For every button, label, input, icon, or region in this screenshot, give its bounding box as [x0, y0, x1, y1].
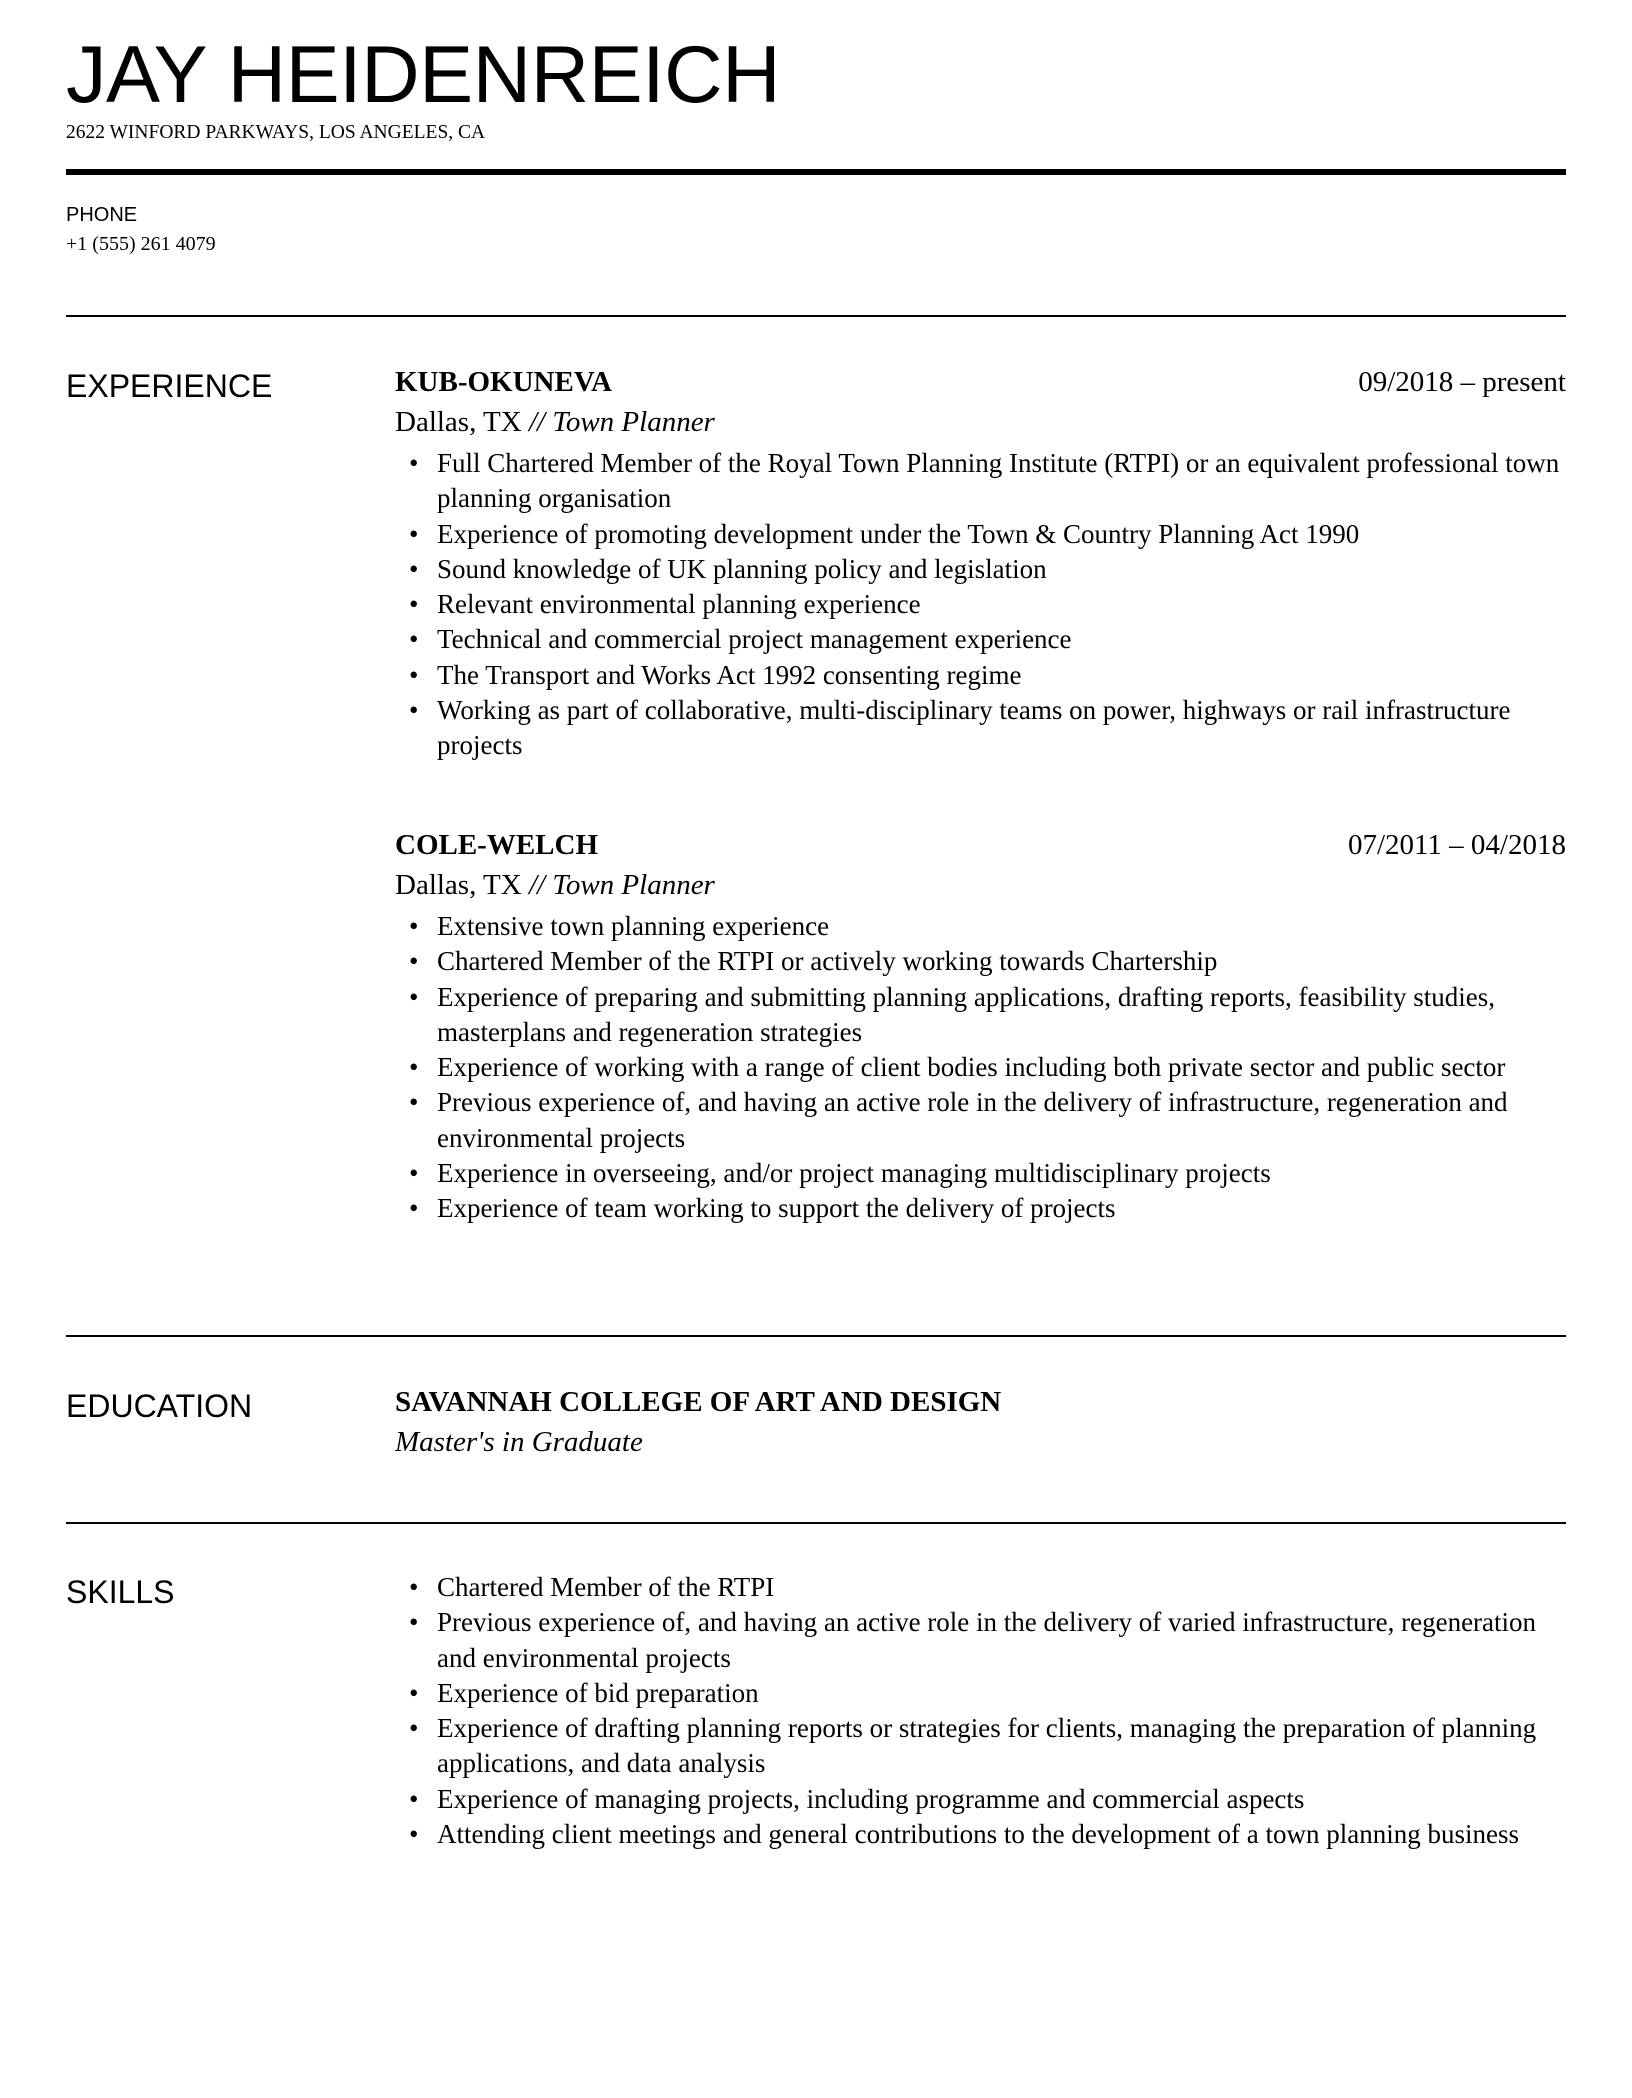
- list-item: • Experience of drafting planning reports or strategies for clients, managing the preparation of planning applications, and data analysis: [437, 1711, 1566, 1782]
- list-item: • The Transport and Works Act 1992 consenting regime: [437, 658, 1566, 693]
- job-entry: [395, 362, 1566, 764]
- phone-label: PHONE: [66, 204, 138, 226]
- job-bullets: [395, 909, 1566, 1227]
- job-company: COLE-WELCH: [395, 829, 599, 861]
- education-degree: Master's in Graduate: [395, 1426, 643, 1458]
- header-divider: [66, 169, 1566, 175]
- job-separator: //: [528, 406, 546, 438]
- list-item: • Experience in overseeing, and/or project managing multidisciplinary projects: [437, 1156, 1566, 1191]
- section-divider: [66, 1335, 1566, 1337]
- list-item: • Experience of preparing and submitting planning applications, drafting reports, feasibility studies, masterplans and regeneration strategies: [437, 980, 1566, 1051]
- section-divider: [66, 315, 1566, 317]
- job-bullets: [395, 446, 1566, 764]
- job-location: Dallas, TX: [395, 406, 522, 438]
- job-role: Town Planner: [552, 406, 715, 438]
- list-item: • Working as part of collaborative, multi-disciplinary teams on power, highways or rail infrastructure projects: [437, 693, 1566, 764]
- list-item: • Experience of working with a range of client bodies including both private sector and public sector: [437, 1050, 1566, 1085]
- candidate-address: 2622 WINFORD PARKWAYS, LOS ANGELES, CA: [66, 122, 486, 143]
- list-item: • Full Chartered Member of the Royal Town Planning Institute (RTPI) or an equivalent professional town planning organisation: [437, 446, 1566, 517]
- skills-list-container: [395, 1570, 1566, 1852]
- phone-value: +1 (555) 261 4079: [66, 233, 216, 255]
- list-item: • Extensive town planning experience: [437, 909, 1566, 944]
- job-entry: [395, 825, 1566, 1227]
- job-separator: //: [528, 869, 546, 901]
- candidate-name: JAY HEIDENREICH: [66, 30, 781, 120]
- list-item: • Previous experience of, and having an active role in the delivery of infrastructure, regeneration and environmental projects: [437, 1085, 1566, 1156]
- list-item: • Relevant environmental planning experience: [437, 587, 1566, 622]
- list-item: • Experience of team working to support the delivery of projects: [437, 1191, 1566, 1226]
- job-location: Dallas, TX: [395, 869, 522, 901]
- job-location-role: [395, 402, 1566, 442]
- list-item: • Previous experience of, and having an active role in the delivery of varied infrastructure, regeneration and environmental projects: [437, 1605, 1566, 1676]
- job-location-role: [395, 865, 1566, 905]
- job-dates: 09/2018 – present: [1358, 366, 1566, 398]
- education-heading: EDUCATION: [66, 1388, 253, 1424]
- list-item: • Sound knowledge of UK planning policy and legislation: [437, 552, 1566, 587]
- list-item: • Attending client meetings and general contributions to the development of a town planning business: [437, 1817, 1566, 1852]
- list-item: • Technical and commercial project management experience: [437, 622, 1566, 657]
- education-entry: [395, 1382, 1566, 1462]
- section-divider: [66, 1522, 1566, 1524]
- skills-heading: SKILLS: [66, 1574, 175, 1610]
- job-role: Town Planner: [552, 869, 715, 901]
- list-item: • Chartered Member of the RTPI or actively working towards Chartership: [437, 944, 1566, 979]
- skills-list: [395, 1570, 1566, 1852]
- experience-heading: EXPERIENCE: [66, 368, 273, 404]
- list-item: • Chartered Member of the RTPI: [437, 1570, 1566, 1605]
- job-dates: 07/2011 – 04/2018: [1347, 829, 1566, 861]
- list-item: • Experience of promoting development under the Town & Country Planning Act 1990: [437, 517, 1566, 552]
- list-item: • Experience of bid preparation: [437, 1676, 1566, 1711]
- education-school: SAVANNAH COLLEGE OF ART AND DESIGN: [395, 1386, 1002, 1418]
- job-company: KUB-OKUNEVA: [395, 366, 612, 398]
- list-item: • Experience of managing projects, including programme and commercial aspects: [437, 1782, 1566, 1817]
